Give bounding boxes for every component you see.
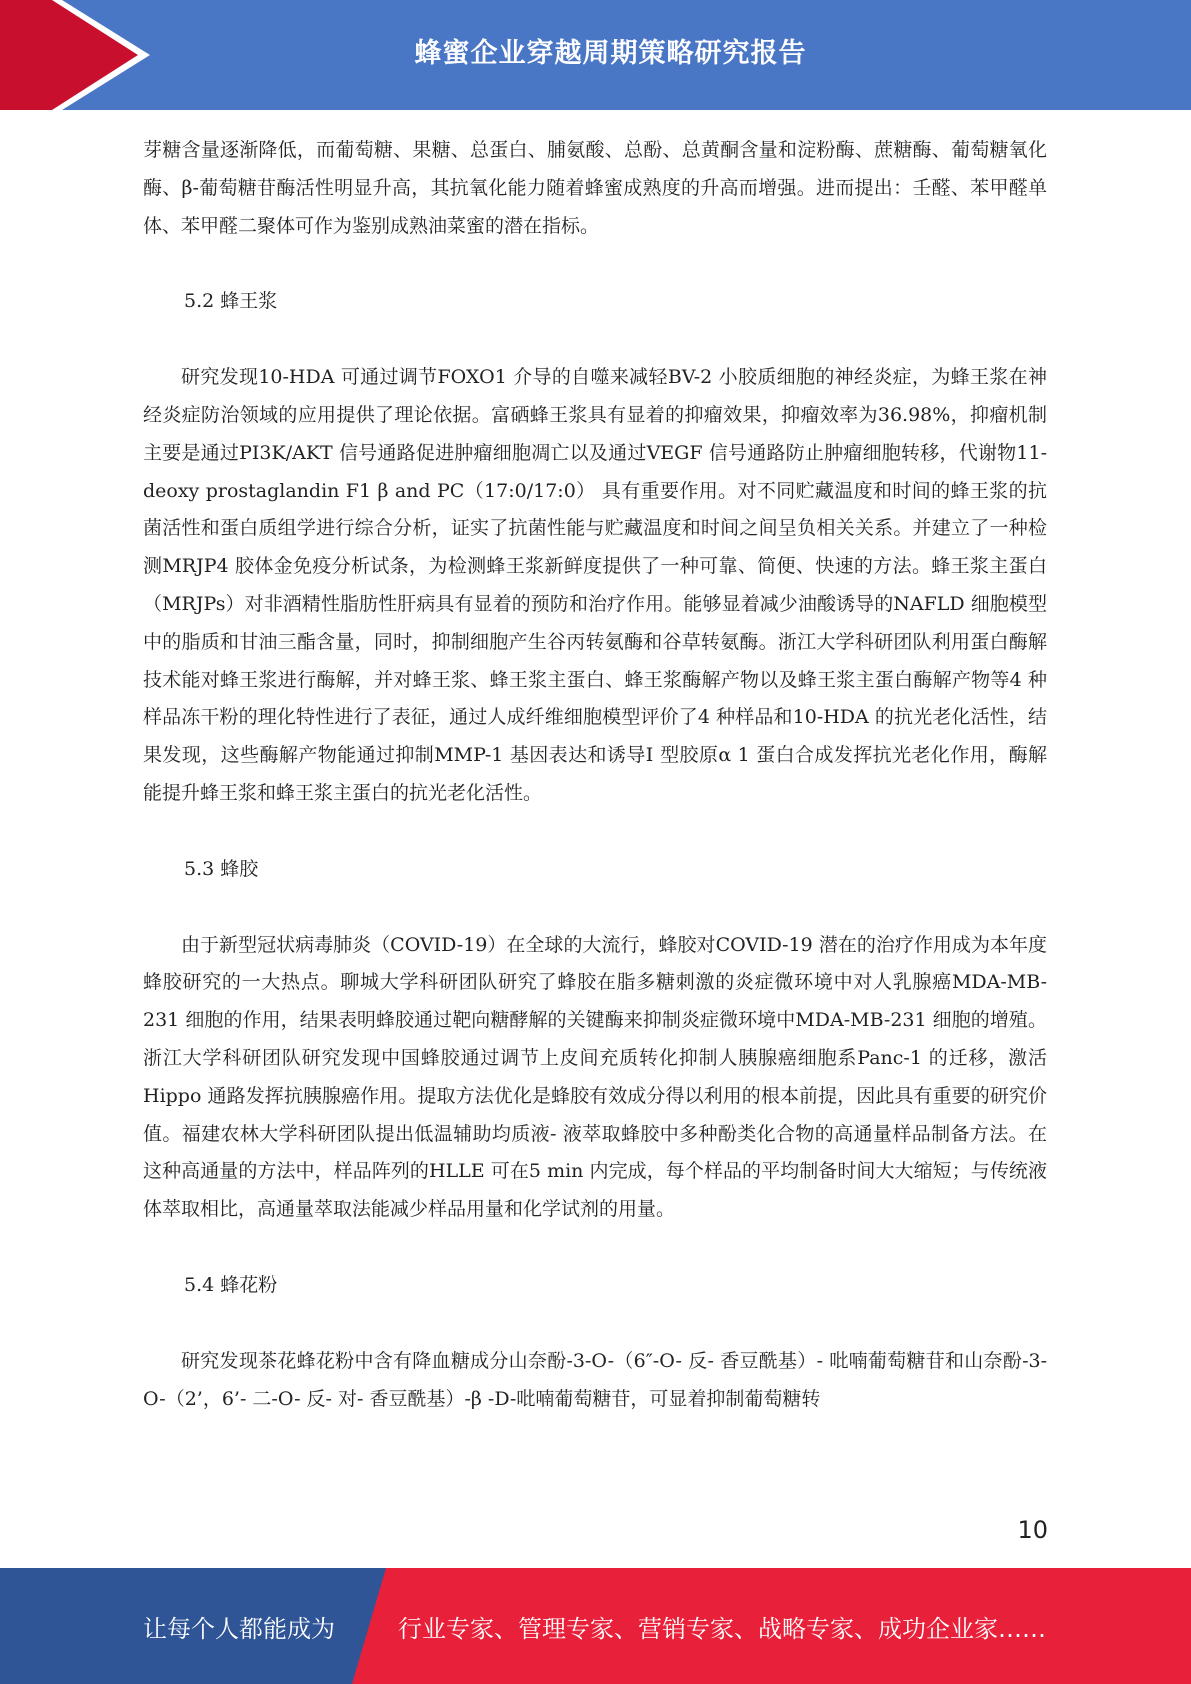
document-title: 蜂蜜企业穿越周期策略研究报告 xyxy=(414,37,807,69)
section-paragraph-royal-jelly: 研究发现10-HDA 可通过调节FOXO1 介导的自噬来减轻BV-2 小胶质细胞的神经炎症，为蜂王浆在神经炎症防治领域的应用提供了理论依据。富硒蜂王浆具有显着的抑瘤效果，抑瘤效率为36.98%，抑瘤机制主要是通过PI3K/AKT 信号通路促进肿瘤细胞凋亡以及通过VEGF 信号通路防止肿瘤细胞转移，代谢物11-deoxy prostaglandin F1 β and PC（17:0/17:0） 具有重要作用。对不同贮藏温度和时间的蜂王浆的抗菌活性和蛋白质组学进行综合分析，证实了抗菌性能与贮藏温度和时间之间呈负相关关系。并建立了一种检测MRJP4 胶体金免疫分析试条，为检测蜂王浆新鲜度提供了一种可靠、简便、快速的方法。蜂王浆主蛋白（MRJPs）对非酒精性脂肪性肝病具有显着的预防和治疗作用。能够显着减少油酸诱导的NAFLD 细胞模型中的脂质和甘油三酯含量，同时，抑制细胞产生谷丙转氨酶和谷草转氨酶。浙江大学科研团队利用蛋白酶解技术能对蜂王浆进行酶解，并对蜂王浆、蜂王浆主蛋白、蜂王浆酶解产物以及蜂王浆主蛋白酶解产物等4 种样品冻干粉的理化特性进行了表征，通过人成纤维细胞模型评价了4 种样品和10-HDA 的抗光老化活性，结果发现，这些酶解产物能通过抑制MMP-1 基因表达和诱导Ⅰ 型胶原α 1 蛋白合成发挥抗光老化作用，酶解能提升蜂王浆和蜂王浆主蛋白的抗光老化活性。 xyxy=(143,366,1047,804)
page-footer xyxy=(0,1568,1191,1684)
page-content xyxy=(143,132,1047,1418)
page-number: 10 xyxy=(1017,1516,1048,1544)
section-heading-bee-pollen: 5.4 蜂花粉 xyxy=(184,1273,278,1296)
page-header xyxy=(0,0,1191,110)
footer-slogan-right: 行业专家、管理专家、营销专家、战略专家、成功企业家…… xyxy=(398,1614,1046,1643)
section-paragraph-propolis: 由于新型冠状病毒肺炎（COVID-19）在全球的大流行，蜂胶对COVID-19 潜在的治疗作用成为本年度蜂胶研究的一大热点。聊城大学科研团队研究了蜂胶在脂多糖刺激的炎症微环境中对人乳腺癌MDA-MB-231 细胞的作用，结果表明蜂胶通过靶向糖酵解的关键酶来抑制炎症微环境中MDA-MB-231 细胞的增殖。浙江大学科研团队研究发现中国蜂胶通过调节上皮间充质转化抑制人胰腺癌细胞系Panc-1 的迁移，激活Hippo 通路发挥抗胰腺癌作用。提取方法优化是蜂胶有效成分得以利用的根本前提，因此具有重要的研究价值。福建农林大学科研团队提出低温辅助均质液- 液萃取蜂胶中多种酚类化合物的高通量样品制备方法。在这种高通量的方法中，样品阵列的HLLE 可在5 min 内完成，每个样品的平均制备时间大大缩短；与传统液体萃取相比，高通量萃取法能减少样品用量和化学试剂的用量。 xyxy=(143,933,1047,1221)
intro-paragraph: 芽糖含量逐渐降低，而葡萄糖、果糖、总蛋白、脯氨酸、总酚、总黄酮含量和淀粉酶、蔗糖酶、葡萄糖氧化酶、β-葡萄糖苷酶活性明显升高，其抗氧化能力随着蜂蜜成熟度的升高而增强。进而提出：壬醛、苯甲醛单体、苯甲醛二聚体可作为鉴别成熟油菜蜜的潜在指标。 xyxy=(143,139,1047,237)
section-heading-royal-jelly: 5.2 蜂王浆 xyxy=(184,290,278,313)
footer-slogan-left: 让每个人都能成为 xyxy=(143,1614,335,1643)
section-paragraph-bee-pollen: 研究发现茶花蜂花粉中含有降血糖成分山奈酚-3-O-（6″-O- 反- 香豆酰基）- 吡喃葡萄糖苷和山奈酚-3-O-（2’，6’- 二-O- 反- 对- 香豆酰基）-β -D-吡喃葡萄糖苷，可显着抑制葡萄糖转 xyxy=(143,1349,1047,1410)
section-heading-propolis: 5.3 蜂胶 xyxy=(184,857,259,880)
